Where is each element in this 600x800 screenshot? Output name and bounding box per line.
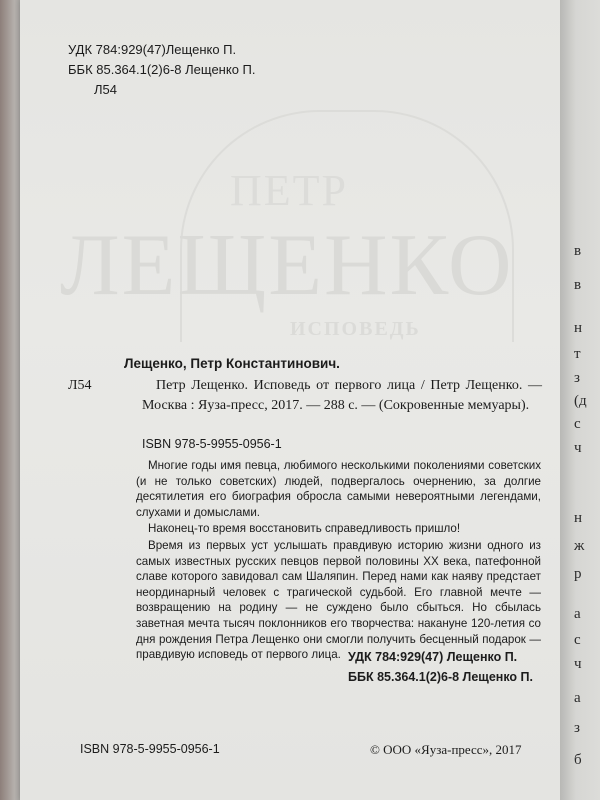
adjacent-page-fragment: с xyxy=(574,632,581,648)
bottom-udk-code: УДК 784:929(47) Лещенко П. xyxy=(348,650,518,664)
author-mark: Л54 xyxy=(94,82,117,97)
adjacent-page-fragment: р xyxy=(574,566,582,582)
bib-author: Лещенко, Петр Константинович. xyxy=(124,356,340,371)
show-through-cover-subtitle: ИСПОВЕДЬ xyxy=(290,318,421,340)
annotation-paragraph: Многие годы имя певца, любимого несколькими поколениями советских (и не только советских) людей, подвергалось очернению, за долгие десятилетия его биография обросла самыми невероятными легендами, слухами и домыслами. xyxy=(136,459,541,519)
adjacent-page-fragment: ж xyxy=(574,538,585,554)
adjacent-page-fragment: ч xyxy=(574,656,582,672)
show-through-cover-text: ПЕТР xyxy=(230,166,348,215)
bbk-code: ББК 85.364.1(2)6-8 Лещенко П. xyxy=(68,62,256,77)
adjacent-page-fragment: а xyxy=(574,606,581,622)
adjacent-page-fragment: н xyxy=(574,320,583,336)
bib-author-mark: Л54 xyxy=(68,378,92,393)
adjacent-page-fragment: ч xyxy=(574,440,582,456)
show-through-cover-title: ЛЕЩЕНКО xyxy=(60,217,514,314)
udk-code: УДК 784:929(47)Лещенко П. xyxy=(68,42,237,57)
adjacent-page-fragment: б xyxy=(574,752,582,768)
adjacent-page-fragment: (д xyxy=(574,393,587,409)
adjacent-page-fragment: в xyxy=(574,277,582,293)
adjacent-page-fragment: в xyxy=(574,243,582,259)
annotation-paragraph: Наконец-то время восстановить справедливость пришло! xyxy=(148,522,461,536)
adjacent-page-fragment: с xyxy=(574,416,581,432)
annotation-paragraph: Время из первых уст услышать правдивую историю жизни одного из самых известных русских певцов первой половины XX века, патефонной славе которого завидовал сам Шаляпин. Перед нами как наяву предстает неординарный человек с трагической судьбой. Его главной мечте — возвращению на родину — не суждено было сбыться. Но сбылась заветная мечта тысяч поклонников его творчества: накануне 120-летия со дня рождения Петра Лещенко они смогли получить бесценный подарок — правдивую исповедь от первого лица. xyxy=(136,538,541,662)
footer-copyright: © ООО «Яуза-пресс», 2017 xyxy=(370,742,522,757)
adjacent-page-fragment: т xyxy=(574,346,581,362)
bib-isbn: ISBN 978-5-9955-0956-1 xyxy=(142,437,282,451)
adjacent-page-fragment: а xyxy=(574,690,581,706)
footer-isbn: ISBN 978-5-9955-0956-1 xyxy=(80,742,220,756)
bib-description: Петр Лещенко. Исповедь от первого лица / Петр Лещенко. — Москва : Яуза-пресс, 2017. — 288 с. — (Сокровенные мемуары). xyxy=(142,378,542,413)
adjacent-page-fragment: з xyxy=(574,370,580,386)
bottom-bbk-code: ББК 85.364.1(2)6-8 Лещенко П. xyxy=(348,670,533,684)
adjacent-page-edge xyxy=(560,0,600,800)
adjacent-page-fragment: з xyxy=(574,720,580,736)
annotation xyxy=(136,458,541,664)
book-page xyxy=(20,0,565,800)
adjacent-page-fragment: н xyxy=(574,510,583,526)
